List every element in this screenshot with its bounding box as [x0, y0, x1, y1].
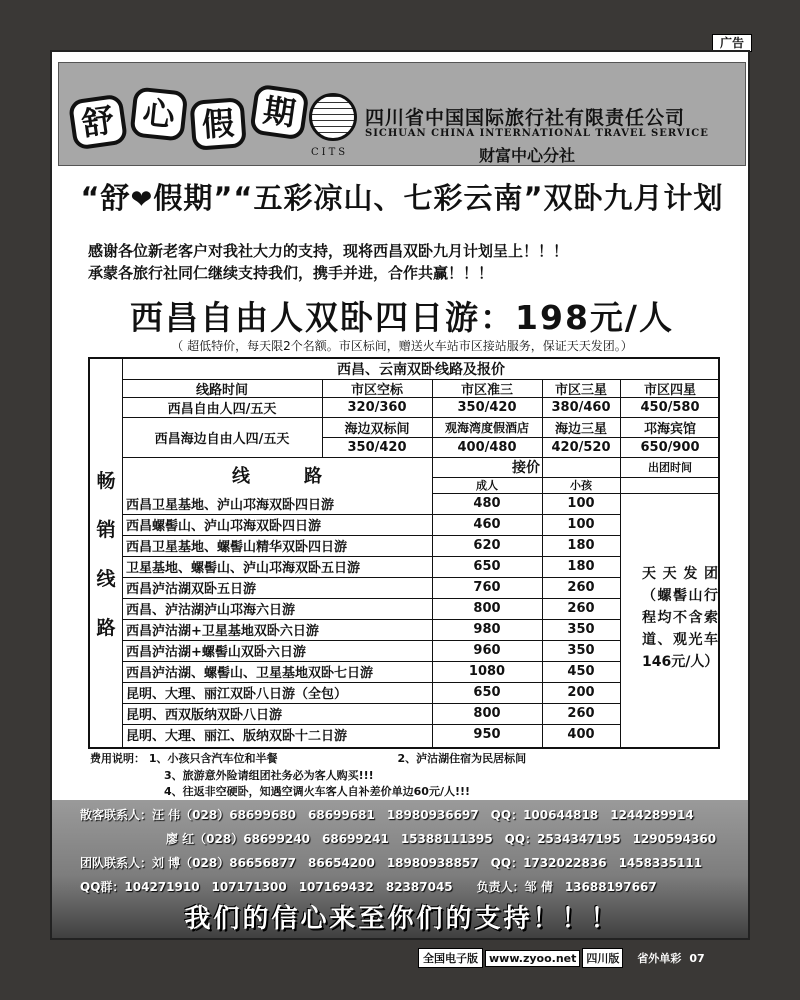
- price-table: [88, 357, 720, 749]
- route-adult-price: 980: [473, 622, 501, 637]
- company-name-cn: 四川省中国国际旅行社有限责任公司: [365, 107, 686, 129]
- route-header: 线 路: [232, 466, 322, 487]
- hotel-row1-cell: 450/580: [640, 399, 700, 415]
- heart-icon: ❤: [130, 185, 154, 215]
- hotel-row1-cell: 320/360: [347, 399, 407, 415]
- fee-item: 2、泸沽湖住宿为民居标间: [397, 752, 527, 765]
- route-adult-price: 650: [473, 685, 501, 700]
- route-child-price: 180: [567, 538, 595, 553]
- section-label: 省外单彩: [637, 952, 682, 965]
- intro-line-2: 承蒙各旅行社同仁继续支持我们，携手并进，合作共赢！！！: [88, 264, 494, 282]
- grid-line: [620, 477, 621, 493]
- route-child-price: 260: [567, 601, 595, 616]
- route-child-price: 100: [567, 517, 595, 532]
- fee-item: 4、往返非空硬卧，知遇空调火车客人自补差价单边60元/人!!!: [164, 785, 471, 798]
- route-name: 昆明、西双版纳双卧八日游: [126, 708, 283, 723]
- hotel-header-cell: 市区空标: [350, 382, 403, 397]
- route-adult-price: 960: [473, 643, 501, 658]
- page-number: 07: [689, 951, 705, 965]
- hotel-sub-cell: 邛海宾馆: [643, 421, 696, 437]
- fee-line-1: [90, 750, 526, 766]
- title-part2: 假期”“五彩凉山、七彩云南”双卧九月计划: [153, 181, 724, 215]
- site-link[interactable]: www.zyoo.net: [485, 950, 580, 967]
- route-adult-price: 800: [473, 601, 501, 616]
- contact-row: QQ群：104271910 107171300 107169432 82387045 负责人：邹 倩 13688197667: [80, 880, 657, 894]
- route-child-price: 450: [567, 664, 595, 679]
- fee-item: 1、小孩只含汽车位和半餐: [148, 752, 278, 765]
- route-child-price: 260: [567, 706, 595, 721]
- price-header: 接价: [512, 460, 540, 476]
- hotel-sub-cell: 海边双标间: [344, 421, 410, 437]
- ad-tag: 广告: [712, 34, 752, 52]
- route-name: 昆明、大理、丽江、版纳双卧十二日游: [126, 729, 348, 744]
- side-label: [90, 359, 122, 747]
- hotel-row2-cell: 西昌海边自由人四/五天: [154, 431, 290, 447]
- edition-label: 全国电子版: [418, 948, 483, 968]
- contact-row: 团队联系人：刘 博（028）86656877 86654200 18980938857 QQ：1732022836 1458335111: [80, 856, 703, 870]
- route-adult-price: 650: [473, 559, 501, 574]
- hotel-row2-cell: 350/420: [347, 439, 407, 455]
- slogan: 我们的信心来至你们的支持！！！: [184, 904, 620, 934]
- side-label-char: 路: [96, 617, 116, 639]
- hotel-header-cell: 市区四星: [643, 382, 696, 397]
- side-label-char: 畅: [96, 470, 116, 492]
- hotel-sub-cell: 海边三星: [554, 421, 607, 437]
- route-adult-price: 460: [473, 517, 501, 532]
- fee-label: 费用说明：: [90, 752, 145, 765]
- cits-globe-icon: [309, 93, 357, 141]
- route-name: 西昌卫星基地、螺髻山精华双卧四日游: [126, 540, 348, 555]
- hotel-row2-cell: 400/480: [457, 439, 517, 455]
- main-title: [52, 176, 750, 217]
- adult-header: 成人: [476, 479, 498, 492]
- route-adult-price: 760: [473, 580, 501, 595]
- shuxin-jiaqi-logo: [71, 91, 305, 147]
- route-name: 西昌螺髻山、泸山邛海双卧四日游: [126, 519, 322, 534]
- title-part1: “舒: [80, 181, 131, 215]
- company-name-en: SICHUAN CHINA INTERNATIONAL TRAVEL SERVICE: [365, 128, 709, 139]
- logo-char: 舒: [68, 93, 128, 150]
- intro-line-1: 感谢各位新老客户对我社大力的支持，现将西昌双卧九月计划呈上！！！: [88, 242, 569, 260]
- route-child-price: 100: [567, 496, 595, 511]
- hotel-row1-cell: 350/420: [457, 399, 517, 415]
- route-name: 西昌泸沽湖+卫星基地双卧六日游: [126, 624, 319, 639]
- company-branch: 财富中心分社: [479, 146, 576, 165]
- hotel-row2-cell: 420/520: [551, 439, 611, 455]
- hotel-row1-cell: 380/460: [551, 399, 611, 415]
- hotel-row2-cell: 650/900: [640, 439, 700, 455]
- header-banner: [58, 62, 746, 166]
- route-name: 西昌泸沽湖、螺髻山、卫星基地双卧七日游: [126, 666, 374, 681]
- route-adult-price: 480: [473, 496, 501, 511]
- footer-bar: [418, 948, 736, 968]
- hotel-row1-cell: 西昌自由人四/五天: [167, 401, 277, 417]
- route-child-price: 350: [567, 622, 595, 637]
- route-child-price: 350: [567, 643, 595, 658]
- route-child-price: 260: [567, 580, 595, 595]
- promo-note: （ 超低特价，每天限2个名额。市区标间，赠送火车站市区接站服务，保证天天发团。）: [171, 339, 633, 353]
- route-adult-price: 620: [473, 538, 501, 553]
- route-adult-price: 950: [473, 727, 501, 742]
- side-label-char: 销: [96, 519, 116, 541]
- route-adult-price: 800: [473, 706, 501, 721]
- hotel-header-cell: 线路时间: [195, 382, 248, 397]
- contact-row: 散客联系人：汪 伟（028）68699680 68699681 18980936697 QQ：100644818 1244289914: [80, 808, 694, 822]
- route-child-price: 200: [567, 685, 595, 700]
- route-child-price: 180: [567, 559, 595, 574]
- logo-char: 假: [189, 97, 246, 151]
- logo-char: 期: [249, 84, 309, 141]
- route-name: 卫星基地、螺髻山、泸山邛海双卧五日游: [126, 561, 361, 576]
- contact-row: 廖 红（028）68699240 68699241 15388111395 QQ：2534347195 1290594360: [166, 832, 717, 846]
- route-adult-price: 1080: [468, 664, 506, 679]
- advertisement-page: [50, 50, 750, 940]
- depart-note: 天天发团（螺髻山行程均不含索道、观光车146元/人）: [642, 566, 719, 670]
- hotel-header-cell: 市区三星: [554, 382, 607, 397]
- cits-label: CITS: [311, 147, 349, 158]
- logo-char: 心: [129, 86, 188, 141]
- region-label: 四川版: [582, 948, 623, 968]
- route-name: 昆明、大理、丽江双卧八日游（全包）: [126, 687, 348, 702]
- route-name: 西昌卫星基地、泸山邛海双卧四日游: [126, 498, 335, 513]
- child-header: 小孩: [570, 479, 592, 492]
- route-name: 西昌泸沽湖双卧五日游: [126, 582, 257, 597]
- route-name: 西昌泸沽湖+螺髻山双卧六日游: [126, 645, 306, 660]
- side-label-char: 线: [96, 568, 116, 590]
- section-title: 西昌、云南双卧线路及报价: [337, 362, 505, 378]
- hotel-header-cell: 市区准三: [460, 382, 513, 397]
- route-child-price: 400: [567, 727, 595, 742]
- fee-item: 3、旅游意外险请组团社务必为客人购买!!!: [164, 769, 374, 782]
- depart-header: 出团时间: [648, 461, 692, 474]
- route-name: 西昌、泸沽湖泸山邛海六日游: [126, 603, 296, 618]
- grid-line: [620, 493, 621, 747]
- promo-headline: 西昌自由人双卧四日游：198元/人: [130, 298, 674, 337]
- hotel-sub-cell: 观海湾度假酒店: [444, 420, 529, 435]
